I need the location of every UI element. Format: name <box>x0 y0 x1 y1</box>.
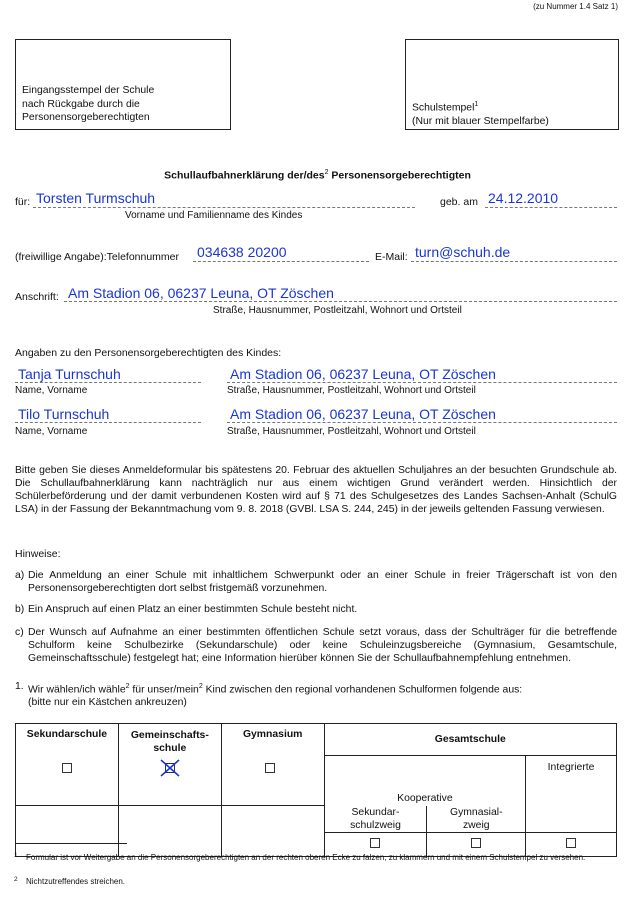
choice-instruction: 1. Wir wählen/ich wähle$^2$ für unser/mein$^2$ Kind zwischen den regional vorhandenen Schulformen folgende aus: (bitte nur ein Kästchen ankreuzen) <box>15 681 523 709</box>
email-label: E-Mail: <box>375 251 408 263</box>
guardian-address-caption: Straße, Hausnummer, Postleitzahl, Wohnort und Ortsteil <box>227 426 476 437</box>
footnote-divider <box>15 843 127 844</box>
gymnasium-checkbox-cell[interactable] <box>221 806 324 857</box>
intake-stamp-line: Personensorgeberechtigten <box>22 112 150 123</box>
sekundarschulzweig-label: Sekundar- schulzweig <box>324 806 427 833</box>
birthdate-underline <box>485 207 617 208</box>
col-header-gesamtschule: Gesamtschule <box>324 724 616 756</box>
guardian-name-field[interactable]: Tilo Turnschuh <box>18 406 110 422</box>
col-header-gymnasium: Gymnasium <box>221 724 324 806</box>
email-field[interactable]: turn@schuh.de <box>415 244 511 260</box>
note-item: a) Die Anmeldung an einer Schule mit inhaltlichem Schwerpunkt oder an einer Schule in freier Trägerschaft ist von den Personensorgeberechtigten dort selbst fristgemäß vorzunehmen. <box>15 570 617 594</box>
guardian-address-field[interactable]: Am Stadion 06, 06237 Leuna, OT Zöschen <box>230 366 496 382</box>
guardian-name-caption: Name, Vorname <box>15 385 88 396</box>
gemeinschaftsschule-checkbox-cell[interactable] <box>118 806 221 857</box>
note-item: b) Ein Anspruch auf einen Platz an einer bestimmten Schule besteht nicht. <box>15 604 358 615</box>
address-underline <box>64 301 617 302</box>
sekundarschule-checkbox[interactable] <box>62 763 72 773</box>
guardian-address-field[interactable]: Am Stadion 06, 06237 Leuna, OT Zöschen <box>230 406 496 422</box>
form-reference-note: (zu Nummer 1.4 Satz 1) <box>533 2 618 11</box>
school-stamp-label: Schulstempel$^1$ <box>412 101 479 114</box>
gymnasialzweig-label: Gymnasial- zweig <box>427 806 526 833</box>
phone-field[interactable]: 034638 20200 <box>197 244 287 260</box>
footnote: 1 Formular ist vor Weitergabe an die Personensorgeberechtigten an der rechten oberen Ecke zu falzen, zu klammern und mit einem Schulstempel zu versehen. <box>14 852 586 862</box>
born-label: geb. am <box>440 196 478 208</box>
intro-paragraph: Bitte geben Sie dieses Anmeldeformular bis spätestens 20. Februar des aktuellen Schuljahres an der besuchten Grundschule ab. Die Schullaufbahnerklärung kann nachträglich nur aus einem wichtigen Grund verändert werden. Hinsichtlich der Schülerbeförderung und der damit verbundenen Kosten wird auf § 71 des Schulgesetzes des Landes Sachsen-Anhalt (SchulG LSA) in der Fassung der Bekanntmachung vom 9. 8. 2018 (GVBl. LSA S. 244, 245) in der jeweils geltenden Fassung verwiesen. <box>15 465 617 515</box>
integrierte-label: Integrierte <box>526 756 617 833</box>
guardian-name-underline <box>15 382 201 383</box>
form-title: Schullaufbahnerklärung der/des$^2$ Personensorgeberechtigten <box>164 169 471 182</box>
address-field[interactable]: Am Stadion 06, 06237 Leuna, OT Zöschen <box>68 285 334 301</box>
optional-label: (freiwillige Angabe):Telefonnummer <box>15 251 180 263</box>
note-item: c) Der Wunsch auf Aufnahme an einer bestimmten öffentlichen Schule setzt voraus, dass der Schulträger für die betreffende Schulform keine Schulbezirke (Sekundarschule) oder keine Schuleinzugsbereiche (Gymnasium, Gesamtschule, Gemeinschaftsschule) festgelegt hat; eine Information hierüber können Sie der Schullaufbahnempfehlung entnehmen. <box>15 627 617 664</box>
child-name-field[interactable]: Torsten Turmschuh <box>36 190 156 206</box>
checkbox[interactable] <box>471 838 481 848</box>
guardian-address-underline <box>227 382 617 383</box>
for-label: für: <box>15 196 31 208</box>
guardian-name-caption: Name, Vorname <box>15 426 88 437</box>
kooperative-label: Kooperative <box>324 756 526 806</box>
intake-stamp-box <box>15 39 231 130</box>
col-header-gemeinschaftsschule: Gemeinschafts- schule <box>118 724 221 806</box>
guardian-name-underline <box>15 422 201 423</box>
guardian-name-field[interactable]: Tanja Turnschuh <box>18 366 121 382</box>
footnote: 2 Nichtzutreffendes streichen. <box>14 876 126 886</box>
school-type-table <box>15 723 617 857</box>
guardian-address-underline <box>227 422 617 423</box>
checkbox[interactable] <box>370 838 380 848</box>
sekundarschule-checkbox-cell[interactable] <box>16 806 119 857</box>
notes-heading: Hinweise: <box>15 548 61 560</box>
birthdate-field[interactable]: 24.12.2010 <box>488 190 559 206</box>
gymnasium-checkbox[interactable] <box>265 763 275 773</box>
phone-underline <box>193 261 369 262</box>
child-name-caption: Vorname und Familienname des Kindes <box>125 210 303 221</box>
address-label: Anschrift: <box>15 291 59 303</box>
intake-stamp-line: nach Rückgabe durch die <box>22 98 140 110</box>
guardians-heading: Angaben zu den Personensorgeberechtigten des Kindes: <box>15 347 282 359</box>
intake-stamp-line: Eingangsstempel der Schule <box>22 85 155 96</box>
address-caption: Straße, Hausnummer, Postleitzahl, Wohnort und Ortsteil <box>213 305 462 316</box>
checkbox[interactable] <box>566 838 576 848</box>
checkbox-cross-mark <box>159 758 181 778</box>
email-underline <box>411 261 617 262</box>
col-header-sekundarschule: Sekundarschule <box>16 724 119 806</box>
school-stamp-box <box>405 39 619 130</box>
school-stamp-note: (Nur mit blauer Stempelfarbe) <box>412 115 549 127</box>
guardian-address-caption: Straße, Hausnummer, Postleitzahl, Wohnort und Ortsteil <box>227 385 476 396</box>
child-name-underline <box>33 207 415 208</box>
